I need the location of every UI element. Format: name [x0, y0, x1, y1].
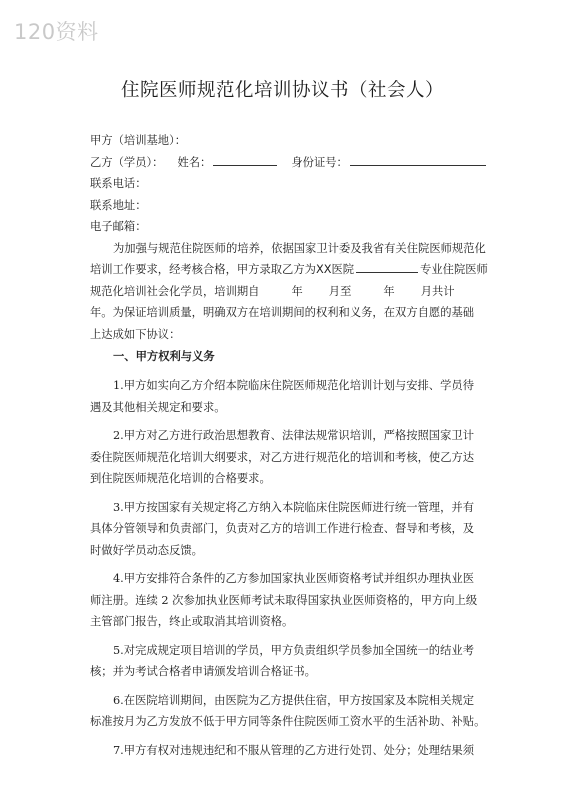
hospital-code: XX [315, 263, 332, 276]
intro-text: 专业住院医师 [420, 263, 488, 276]
clause-number: 1. [113, 379, 124, 392]
end-year-label: 年 [383, 284, 395, 298]
section-heading: 一、甲方权利与义务 [113, 349, 215, 363]
intro-line-2 [90, 259, 488, 281]
end-month-label: 月共计 [420, 284, 455, 298]
clause-text: 甲方安排符合条件的乙方参加国家执业医师资格考试并组织办理执业医 [123, 572, 474, 585]
clause-line [90, 690, 488, 712]
intro-line-4 [90, 302, 488, 324]
email-field [90, 216, 488, 238]
start-year-label: 年 [291, 284, 303, 298]
clause-text: 甲方如实向乙方介绍本院临床住院医师规范化培训计划与安排、学员待 [123, 379, 474, 392]
clause-6 [90, 690, 488, 733]
clause-3 [90, 497, 488, 562]
clause-line [90, 518, 488, 540]
clause-line [90, 590, 488, 612]
name-blank[interactable] [213, 152, 277, 166]
address-field [90, 195, 488, 217]
clause-line [90, 447, 488, 469]
clause-text: 甲方有权对违规违纪和不服从管理的乙方进行处罚、处分；处理结果须 [123, 743, 474, 757]
intro-line-5 [90, 324, 488, 346]
clause-text: 甲方按国家有关规定将乙方纳入本院临床住院医师进行统一管理，并有 [123, 500, 474, 514]
clause-text: 师注册。连续 2 次参加执业医师考试未取得国家执业医师资格的，甲方向上级 [90, 593, 478, 607]
intro-text: 培训工作要求，经考核合格，甲方录取乙方为 [90, 263, 316, 276]
name-label: 姓名： [177, 155, 212, 169]
document-title: 住院医师规范化培训协议书（社会人） [120, 80, 444, 101]
clause-2 [90, 425, 488, 490]
clause-text: 遇及其他相关规定和要求。 [90, 400, 226, 414]
clause-line [90, 425, 488, 447]
clause-number: 7. [113, 743, 124, 757]
clause-text: 在医院培训期间，由医院为乙方提供住宿，甲方按国家及本院相关规定 [123, 693, 474, 707]
clause-number: 5. [113, 643, 124, 657]
id-number-blank[interactable] [350, 152, 486, 166]
clause-number: 6. [113, 693, 124, 707]
start-month-label: 月至 [328, 284, 352, 298]
clause-line [90, 497, 488, 519]
intro-text: 规范化培训社会化学员，培训期自 [90, 284, 260, 298]
party-a-label: 甲方（培训基地）： [90, 134, 187, 147]
clause-5 [90, 640, 488, 683]
clause-line [90, 740, 488, 762]
watermark: 120资料 [14, 20, 99, 44]
intro-line-1 [90, 238, 488, 260]
clause-text: 对完成规定项目培训的学员，甲方负责组织学员参加全国统一的结业考 [123, 643, 474, 657]
intro-line-3 [90, 281, 488, 303]
id-number-label: 身份证号： [291, 155, 348, 169]
clause-text: 到住院医师规范化培训的合格要求。 [90, 472, 271, 485]
clause-line [90, 640, 488, 662]
clause-text: 委住院医师规范化培训大纲要求，对乙方进行规范化的培训和考核，使乙方达 [90, 450, 475, 464]
clause-number: 3. [113, 500, 124, 514]
clause-number: 2. [113, 429, 124, 442]
clause-line [90, 540, 488, 562]
clause-line [90, 375, 488, 397]
clause-number: 4. [113, 572, 124, 585]
clause-list [90, 375, 488, 761]
document-body [90, 130, 488, 761]
address-label: 联系地址： [90, 198, 147, 212]
specialty-blank[interactable] [356, 259, 418, 273]
clause-text: 核；并为考试合格者申请颁发培训合格证书。 [90, 665, 316, 678]
party-a-field [90, 130, 488, 152]
intro-text: 医院 [331, 263, 355, 276]
intro-text: 年。为保证培训质量，明确双方在培训期间的权利和义务，在双方自愿的基础 [90, 306, 475, 319]
clause-line [90, 711, 488, 733]
clause-4 [90, 568, 488, 633]
clause-1 [90, 375, 488, 418]
email-label: 电子邮箱： [90, 220, 147, 233]
party-b-field [90, 152, 488, 174]
clause-line [90, 661, 488, 683]
phone-field [90, 173, 488, 195]
clause-text: 标准按月为乙方发放不低于甲方同等条件住院医师工资水平的生活补助、补贴。 [90, 715, 486, 728]
clause-text: 时做好学员动态反馈。 [90, 543, 203, 557]
clause-line [90, 397, 488, 419]
clause-line [90, 611, 488, 633]
clause-text: 甲方对乙方进行政治思想教育、法律法规常识培训，严格按照国家卫计 [123, 429, 474, 442]
party-b-label: 乙方（学员）： [90, 155, 164, 169]
intro-text: 上达成如下协议： [90, 327, 181, 341]
clause-7 [90, 740, 488, 762]
clause-line [90, 568, 488, 590]
phone-label: 联系电话： [90, 177, 147, 190]
clause-text: 主管部门报告，终止或取消其培训资格。 [90, 615, 294, 628]
clause-text: 具体分管领导和负责部门，负责对乙方的培训工作进行检查、督导和考核，及 [90, 522, 475, 535]
intro-text: 为加强与规范住院医师的培养，依据国家卫计委及我省有关住院医师规范化 [113, 241, 486, 255]
clause-line [90, 468, 488, 490]
